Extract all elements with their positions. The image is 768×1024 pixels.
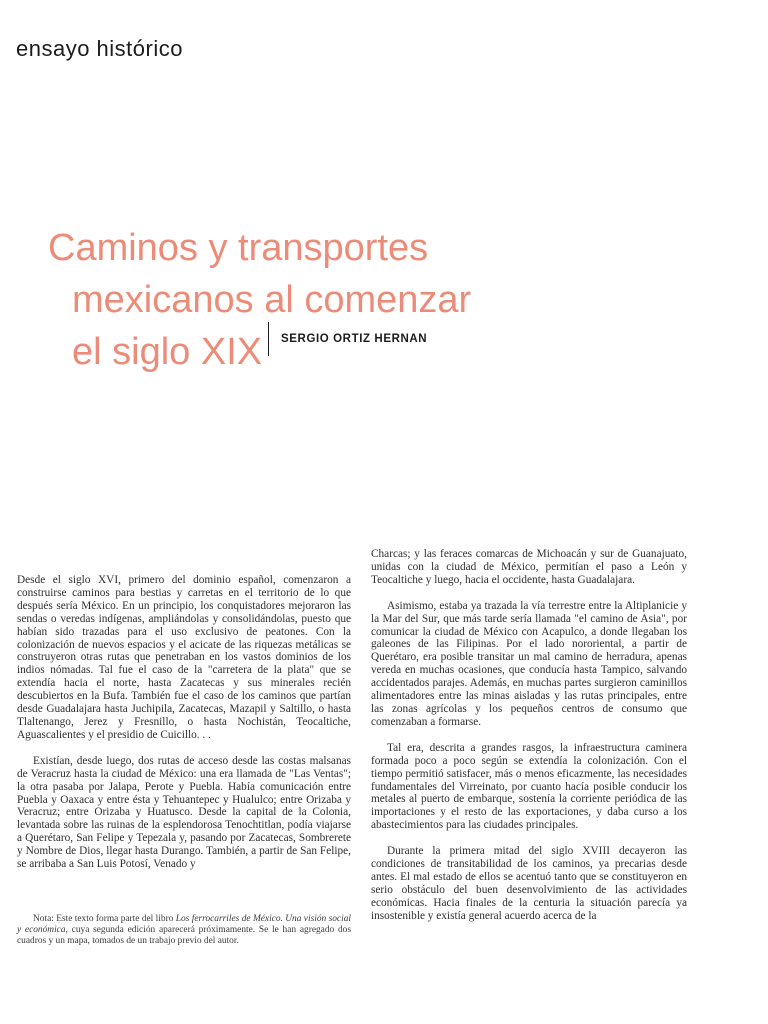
paragraph: Tal era, descrita a grandes rasgos, la infraestructura caminera formada poco a poco según se extendía la colonización. Con el tiempo permitió satisfacer, más o menos eficazmente, las necesidades fundamentales del Virreinato, por cuanto hacía posible conducir los metales al puerto de embarque, sostenía la corriente periódica de las importaciones y el resto de las exportaciones, y daba curso a los abastecimientos para las ciudades principales. xyxy=(371,741,687,832)
title-line-3: el siglo XIX xyxy=(72,331,263,373)
body-column-left xyxy=(17,574,351,871)
section-label: ensayo histórico xyxy=(16,36,183,61)
paragraph: Charcas; y las feraces comarcas de Michoacán y sur de Guanajuato, unidas con la ciudad de México, permitían el paso a León y Teocaltiche y luego, hacia el occidente, hasta Guadalajara. xyxy=(371,548,687,586)
paragraph: Desde el siglo XVI, primero del dominio español, comenzaron a construirse caminos para bestias y carretas en el territorio de lo que después sería México. En un principio, los conquistadores mejoraron las sendas o veredas indígenas, ampliándolas y consolidándolas, puesto que habían sido trazadas para el uso exclusivo de peatones. Con la colonización de nuevos espacios y el acicate de las riquezas metálicas se construyeron otras rutas que penetraban en los vastos dominios de los indios nómadas. Tal fue el caso de la "carretera de la plata" que se extendía hacia el norte, hasta Zacatecas y sus minerales recién descubiertos en la Bufa. También fue el caso de los caminos que partían desde Guadalajara hasta Juchipila, Zacatecas, Mazapil y Saltillo, o hasta Tlaltenango, Jerez y Fresnillo, o hasta Nochistán, Teocaltiche, Aguascalientes y el presidio de Cuicillo. . . xyxy=(17,574,351,741)
title-line-1: Caminos y transportes xyxy=(48,227,429,269)
paragraph: Existían, desde luego, dos rutas de acceso desde las costas malsanas de Veracruz hasta la ciudad de México: una era llamada de "Las Ventas"; la otra pasaba por Jalapa, Perote y Puebla. Había comunicación entre Puebla y Oaxaca y entre ésta y Tehuantepec y Hualulco; entre Orizaba y Veracruz; entre Orizaba y Huatusco. Desde la capital de la Colonia, levantada sobre las ruinas de la esplendorosa Tenochtitlan, podía viajarse a Querétaro, San Felipe y Tepezala y, pasando por Zacatecas, Sombrerete y Nombre de Dios, llegar hasta Durango. También, a partir de San Felipe, se arribaba a San Luis Potosí, Venado y xyxy=(17,754,351,871)
paragraph: Durante la primera mitad del siglo XVIII decayeron las condiciones de transitabilidad de los caminos, ya precarias desde antes. El mal estado de ellos se acentuó tanto que se constituyeron en serio obstáculo del buen desenvolvimiento de las actividades económicas. Hacia finales de la centuria la situación parecía ya insostenible y existía general acuerdo acerca de la xyxy=(371,845,687,922)
body-column-right xyxy=(371,548,687,923)
byline xyxy=(268,322,427,356)
title-line-2: mexicanos al comenzar xyxy=(72,279,472,321)
author-name: SERGIO ORTIZ HERNAN xyxy=(281,333,428,345)
byline-divider xyxy=(268,322,269,356)
footnote xyxy=(17,914,351,947)
paragraph: Asimismo, estaba ya trazada la vía terrestre entre la Altiplanicie y la Mar del Sur, que más tarde sería llamada "el camino de Asia", por comunicar la ciudad de México con Acapulco, a donde llegaban los galeones de las Filipinas. Por el lado nororiental, a partir de Querétaro, era posible transitar un mal camino de herradura, apenas vereda en muchas ocasiones, que conducía hasta Tampico, salvando accidentados parajes. Además, en muchas partes surgieron caminillos alimentadores entre las minas aisladas y las rutas principales, entre las zonas agrícolas y los pequeños centros de consumo que comenzaban a formarse. xyxy=(371,599,687,728)
footnote-tail: , cuya segunda edición aparecerá próximamente. Se le han agregado dos cuadros y un mapa, tomados de un trabajo previo del autor. xyxy=(17,925,351,946)
footnote-lead: Nota: Este texto forma parte del libro xyxy=(33,914,176,924)
footnote-book-title: Los ferrocarriles de México. Una visión social y económica xyxy=(17,914,351,935)
